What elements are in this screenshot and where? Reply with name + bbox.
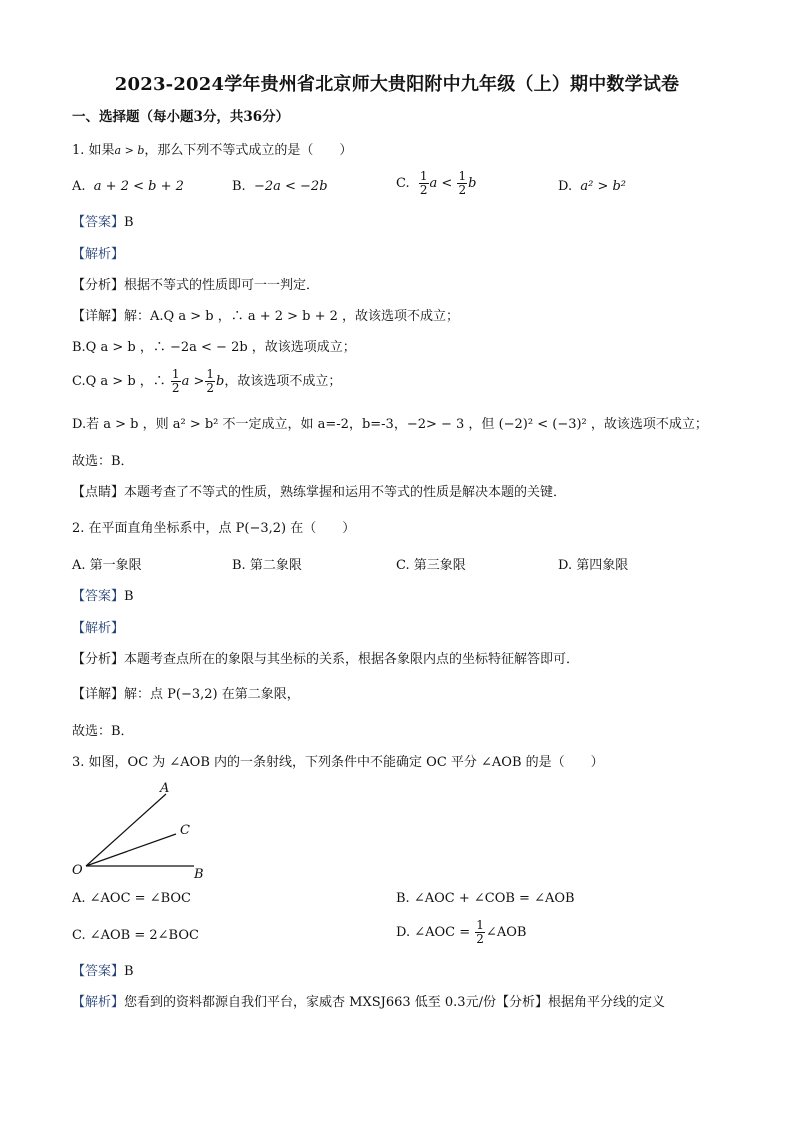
dianjing-text: 本题考查了不等式的性质，熟练掌握和运用不等式的性质是解决本题的关键． bbox=[124, 485, 567, 500]
option-text: b bbox=[468, 176, 477, 191]
analysis-tag: 【解析】 bbox=[72, 995, 125, 1010]
q1-analysis-tag: 【解析】 bbox=[72, 247, 125, 262]
fraction-half: $\frac{1}{2}$ bbox=[206, 367, 214, 395]
q1-xiangjie bbox=[72, 308, 459, 326]
q1-stem-cond: a > b bbox=[114, 144, 145, 157]
fraction-half: $\frac{1}{2}$ bbox=[476, 918, 484, 946]
q1-stem-pre: 1. 如果 bbox=[72, 143, 115, 158]
q3-option-d bbox=[396, 919, 526, 946]
q2-answer bbox=[72, 588, 134, 606]
q1-fenxi bbox=[72, 277, 319, 295]
q3-analysis bbox=[72, 994, 665, 1012]
fenxi-tag: 【分析】 bbox=[72, 278, 125, 293]
fraction-half: $\frac{1}{2}$ bbox=[458, 169, 467, 197]
page-title: 2023-2024学年贵州省北京师大贵阳附中九年级（上）期中数学试卷 bbox=[114, 74, 680, 95]
xiangjie-tag: 【详解】 bbox=[72, 309, 125, 324]
q2-xiangjie bbox=[72, 686, 300, 704]
q1-choose: 故选：B． bbox=[72, 454, 134, 469]
fenxi-text: 本题考查点所在的象限与其坐标的关系，根据各象限内点的坐标特征解答即可． bbox=[124, 652, 580, 667]
q3-option-c: C. ∠AOB = 2∠BOC bbox=[72, 928, 199, 943]
label-b: B bbox=[194, 867, 204, 882]
angle-diagram bbox=[66, 782, 226, 882]
q1-answer bbox=[72, 214, 134, 232]
answer-value: B bbox=[124, 589, 134, 604]
option-text: −2a < −2b bbox=[253, 179, 328, 194]
answer-tag: 【答案】 bbox=[72, 964, 125, 979]
answer-tag: 【答案】 bbox=[72, 589, 125, 604]
q2-option-b: B. 第二象限 bbox=[232, 558, 302, 573]
line-c-post: ，故该选项不成立； bbox=[224, 374, 342, 389]
q2-analysis-tag: 【解析】 bbox=[72, 621, 125, 636]
q3-answer bbox=[72, 963, 134, 981]
option-label: C. bbox=[396, 176, 410, 191]
label-c: C bbox=[180, 823, 190, 838]
option-text: a + 2 < b + 2 bbox=[93, 179, 184, 194]
q2-fenxi bbox=[72, 651, 579, 669]
fenxi-tag: 【分析】 bbox=[72, 652, 125, 667]
option-text: ∠AOB bbox=[485, 925, 527, 940]
q3-option-a: A. ∠AOC = ∠BOC bbox=[72, 891, 191, 906]
q2-option-a: A. 第一象限 bbox=[72, 558, 142, 573]
option-label: D. bbox=[558, 179, 573, 194]
q1-stem-post: ，那么下列不等式成立的是（ ） bbox=[144, 143, 353, 158]
option-text: D. ∠AOC = bbox=[396, 925, 471, 940]
q3-option-b: B. ∠AOC + ∠COB = ∠AOB bbox=[396, 891, 575, 906]
q1-option-a bbox=[72, 178, 184, 196]
q1-line-d: D.若 a > b ，则 a² > b² 不一定成立，如 a=-2，b=-3，−2> − 3 ，但 (−2)² < (−3)² ，故该选项不成立； bbox=[72, 417, 708, 432]
q1-dianjing bbox=[72, 484, 566, 502]
section-heading: 一、选择题（每小题3分，共36分） bbox=[72, 109, 290, 125]
q2-choose: 故选：B． bbox=[72, 724, 134, 739]
q1-line-c: C.Q a > b ，∴ $\frac{1}{2}$ a > $\frac{1}{2}$ b，故该选项不成立； bbox=[72, 367, 342, 395]
q1-option-b bbox=[232, 178, 328, 196]
ray-oa bbox=[86, 794, 166, 866]
line-c-pre: C.Q a > b ，∴ bbox=[72, 374, 166, 389]
fraction-half: $\frac{1}{2}$ bbox=[419, 169, 428, 197]
option-text: a² > b² bbox=[580, 179, 627, 194]
q2-stem: 2. 在平面直角坐标系中，点 P(−3,2) 在（ ） bbox=[72, 521, 356, 536]
q1-stem bbox=[72, 142, 352, 160]
xiangjie-text: 解：点 P(−3,2) 在第二象限， bbox=[124, 687, 300, 702]
fraction-half: $\frac{1}{2}$ bbox=[171, 367, 180, 395]
analysis-text: 您看到的资料都源自我们平台，家威杏 MXSJ663 低至 0.3元/份【分析】根据角平分线的定义 bbox=[124, 995, 665, 1010]
q1-option-c bbox=[396, 170, 476, 197]
xiangjie-text: 解：A.Q a > b ，∴ a + 2 > b + 2 ，故该选项不成立； bbox=[124, 309, 460, 324]
option-label: A. bbox=[72, 179, 86, 194]
q3-stem: 3. 如图，OC 为 ∠AOB 内的一条射线，下列条件中不能确定 OC 平分 ∠AOB 的是（ ） bbox=[72, 755, 604, 770]
fenxi-text: 根据不等式的性质即可一一判定． bbox=[124, 278, 320, 293]
q2-option-c: C. 第三象限 bbox=[396, 558, 466, 573]
option-label: B. bbox=[232, 179, 246, 194]
label-o: O bbox=[72, 863, 83, 878]
label-a: A bbox=[160, 782, 170, 796]
xiangjie-tag: 【详解】 bbox=[72, 687, 125, 702]
answer-value: B bbox=[124, 215, 134, 230]
q1-option-d bbox=[558, 178, 626, 196]
ray-oc bbox=[86, 834, 176, 866]
answer-tag: 【答案】 bbox=[72, 215, 125, 230]
dianjing-tag: 【点睛】 bbox=[72, 485, 125, 500]
q2-option-d: D. 第四象限 bbox=[558, 558, 629, 573]
answer-value: B bbox=[124, 964, 134, 979]
q1-line-b: B.Q a > b ，∴ −2a < − 2b ，故该选项成立； bbox=[72, 340, 356, 355]
option-text: a < bbox=[429, 176, 453, 191]
